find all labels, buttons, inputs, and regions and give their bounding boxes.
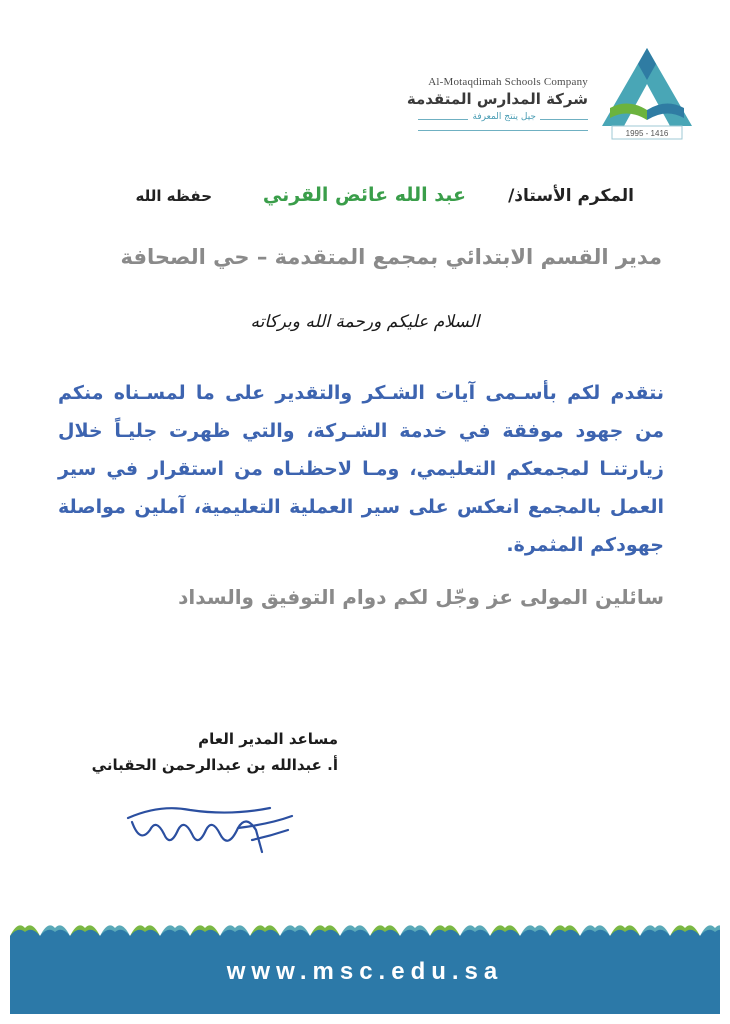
recipient-position: مدير القسم الابتدائي بمجمع المتقدمة – حي الصحافة [120, 245, 662, 269]
company-name-ar: شركة المدارس المتقدمة [406, 90, 588, 108]
tagline-divider [540, 119, 588, 120]
tagline-divider [418, 119, 468, 120]
honorific: حفظه الله [135, 187, 212, 205]
company-logo-icon [592, 46, 702, 142]
signatory-name: أ. عبدالله بن عبدالرحمن الحقباني [91, 756, 338, 774]
greeting: السلام عليكم ورحمة الله وبركاته [250, 312, 480, 332]
recipient-name: عبد الله عائض القرني [262, 184, 466, 206]
closing-line: سائلين المولى عز وجّل لكم دوام التوفيق والسداد [178, 585, 664, 609]
handwritten-signature [120, 800, 300, 862]
recipient-title: المكرم الأستاذ/ [508, 186, 634, 206]
header-divider [418, 130, 588, 131]
company-name-en: Al-Motaqdimah Schools Company [428, 76, 588, 88]
salutation-line [74, 186, 634, 216]
footer-book-pattern-icon [10, 910, 720, 936]
website-url: www.msc.edu.sa [226, 958, 504, 985]
tagline-row [418, 112, 588, 126]
footer-band [10, 910, 720, 1014]
signatory-title: مساعد المدير العام [198, 730, 338, 748]
svg-text:1995 - 1416: 1995 - 1416 [625, 129, 669, 138]
body-paragraph: نتقدم لكم بأسـمى آيات الشـكر والتقدير على ما لمسـناه منكم من جهود موفقة في خدمة الشـركة، والتي ظهرت جليـاً خلال زيارتنـا لمجمعكم التعليمي، ومـا لاحظنـاه من استقرار في سير العمل بالمجمع انعكس على سير العملية التعليمية، آملين مواصلة جهودكم المثمرة. [58, 382, 664, 556]
company-tagline: جيل ينتج المعرفة [472, 112, 536, 122]
